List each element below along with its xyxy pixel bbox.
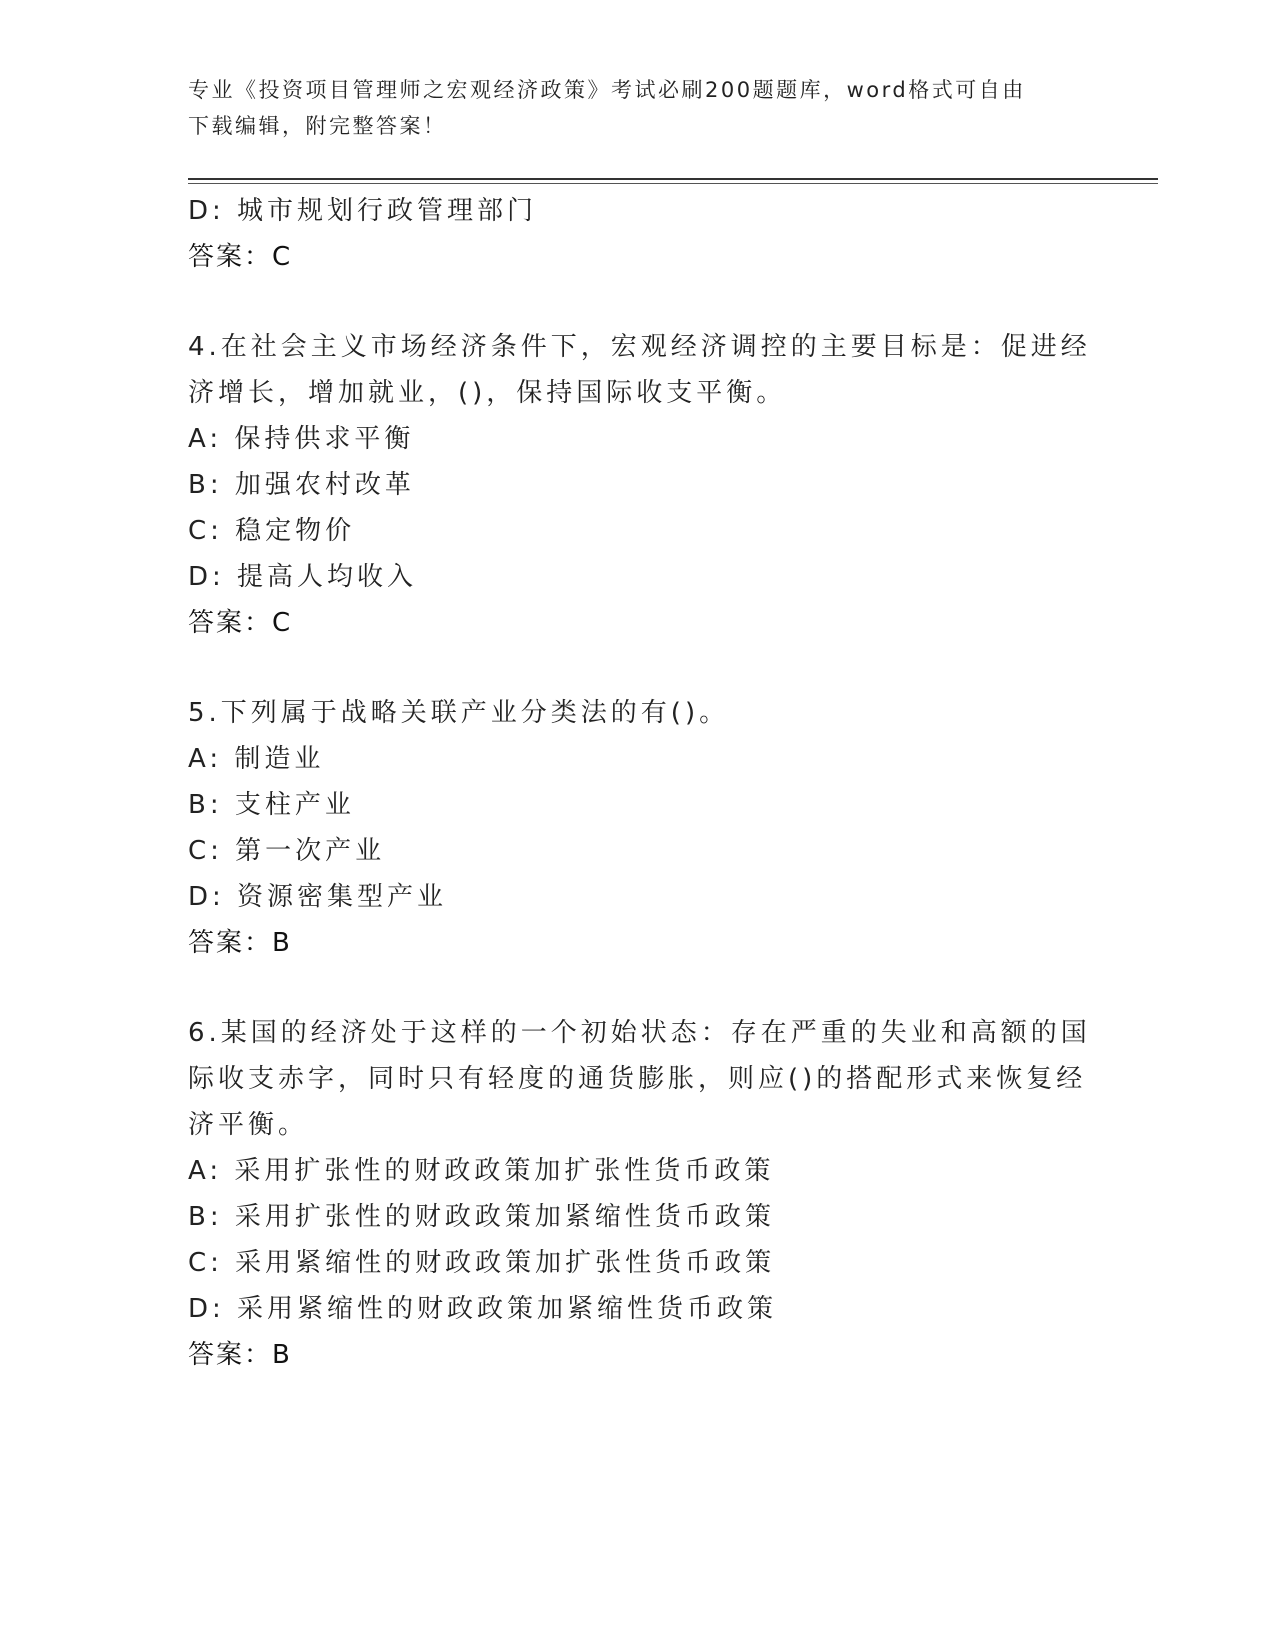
- option-b: B: 采用扩张性的财政政策加紧缩性货币政策: [188, 1202, 775, 1232]
- option-a: A: 采用扩张性的财政政策加扩张性货币政策: [188, 1156, 775, 1186]
- answer-line: 答案：C: [188, 242, 293, 272]
- option-d: D: 资源密集型产业: [188, 882, 448, 912]
- option-d: D: 采用紧缩性的财政政策加紧缩性货币政策: [188, 1294, 778, 1324]
- option-a: A: 保持供求平衡: [188, 424, 415, 454]
- option-c: C: 第一次产业: [188, 836, 386, 866]
- option-b: B: 加强农村改革: [188, 470, 415, 500]
- question-text-line: 4.在社会主义市场经济条件下，宏观经济调控的主要目标是：促进经: [188, 332, 1091, 362]
- question-text-line: 际收支赤字，同时只有轻度的通货膨胀，则应()的搭配形式来恢复经: [188, 1064, 1087, 1094]
- question-4: [188, 324, 1091, 646]
- option-d: D: 城市规划行政管理部门: [188, 196, 538, 226]
- answer-line: 答案：B: [188, 928, 292, 958]
- question-text-line: 济平衡。: [188, 1110, 309, 1140]
- option-c: C: 稳定物价: [188, 516, 356, 546]
- option-d: D: 提高人均收入: [188, 562, 418, 592]
- header-line-1: 专业《投资项目管理师之宏观经济政策》考试必刷200题题库，word格式可自由: [188, 78, 1026, 102]
- document-header: [188, 72, 1078, 144]
- header-line-2: 下载编辑，附完整答案！: [188, 114, 447, 138]
- header-divider-thin: [188, 183, 1158, 184]
- option-a: A: 制造业: [188, 744, 325, 774]
- option-c: C: 采用紧缩性的财政政策加扩张性货币政策: [188, 1248, 776, 1278]
- question-list: [188, 188, 1091, 1378]
- answer-line: 答案：B: [188, 1340, 292, 1370]
- question-text-line: 5.下列属于战略关联产业分类法的有()。: [188, 698, 730, 728]
- answer-line: 答案：C: [188, 608, 293, 638]
- question-text-line: 济增长，增加就业，()，保持国际收支平衡。: [188, 378, 787, 408]
- option-b: B: 支柱产业: [188, 790, 355, 820]
- question-5: [188, 690, 1088, 966]
- carryover-question: [188, 188, 1088, 280]
- question-6: [188, 1010, 1091, 1378]
- header-divider-thick: [188, 178, 1158, 180]
- question-text-line: 6.某国的经济处于这样的一个初始状态：存在严重的失业和高额的国: [188, 1018, 1091, 1048]
